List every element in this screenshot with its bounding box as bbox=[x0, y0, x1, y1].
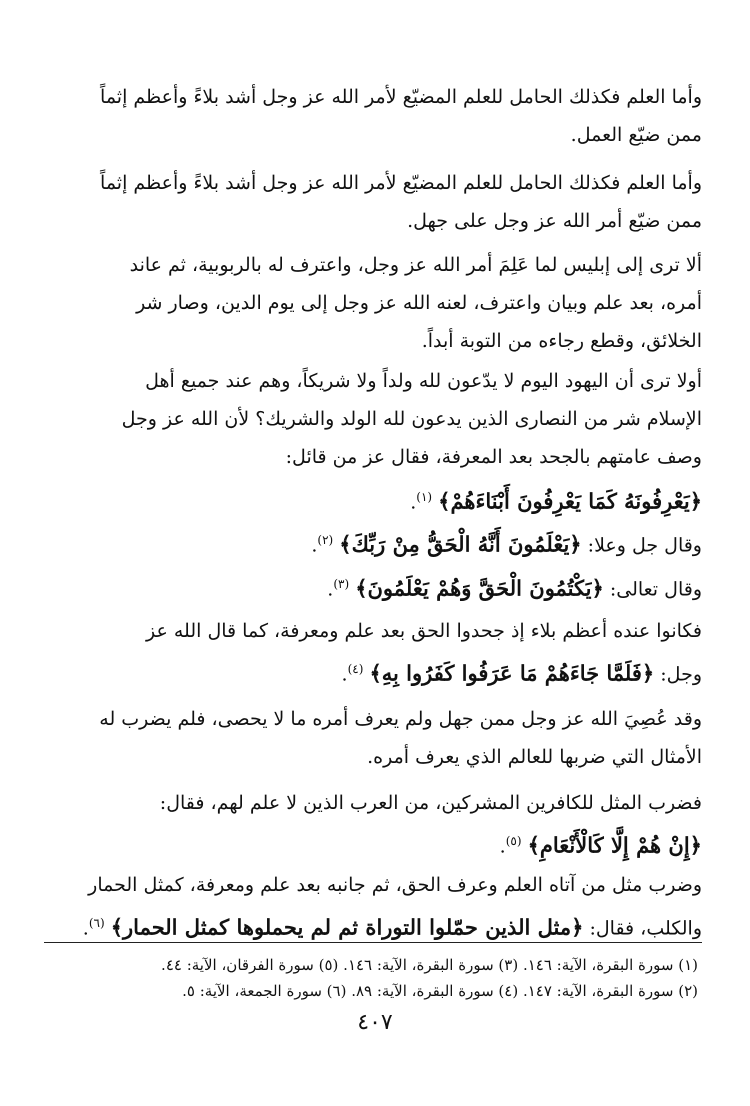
paragraph-5 bbox=[46, 612, 702, 693]
footnote-ref: (١) bbox=[416, 490, 433, 504]
quran-verse: ﴿مثل الذين حمّلوا التوراة ثم لم يحملوها كمثل الحمار﴾ bbox=[110, 914, 584, 940]
quran-verse: ﴿يَعْلَمُونَ أَنَّهُ الْحَقُّ مِنْ رَبِّكَ﴾ bbox=[339, 531, 582, 557]
text-line: وجل: ﴿فَلَمَّا جَاءَهُمْ مَا عَرَفُوا كَفَرُوا بِهِ﴾ $^{(٤)}$. bbox=[341, 660, 702, 686]
footnote-ref: (٥) bbox=[505, 834, 522, 848]
verse-line-2: وقال جل وعلا: ﴿يَعْلَمُونَ أَنَّهُ الْحَقُّ مِنْ رَبِّكَ﴾ $^{(٢)}$. bbox=[311, 531, 702, 557]
text-line: وأما العلم فكذلك الحامل للعلم المضيّع لأمر الله عز وجل أشد بلاءً وأعظم إثماً bbox=[100, 172, 702, 194]
text-line: الخلائق، وقطع رجاءه من التوبة أبداً. bbox=[421, 330, 702, 352]
footnote-row-1: (١) سورة البقرة، الآية: ١٤٦. (٣) سورة البقرة، الآية: ١٤٦. (٥) سورة الفرقان، الآية: ٤٤. bbox=[161, 956, 698, 974]
quran-verse: ﴿إِنْ هُمْ إِلَّا كَالْأَنْعَامِ﴾ bbox=[527, 832, 702, 858]
paragraph-2 bbox=[46, 164, 702, 240]
text-line: فكانوا عنده أعظم بلاء إذ جحدوا الحق بعد علم ومعرفة، كما قال الله عز bbox=[146, 620, 702, 642]
paragraph-6 bbox=[46, 700, 702, 776]
quran-verse: ﴿يَعْرِفُونَهُ كَمَا يَعْرِفُونَ أَبْنَاءَهُمْ﴾ bbox=[438, 488, 702, 514]
paragraph-8 bbox=[46, 866, 702, 947]
footnote-separator bbox=[44, 942, 702, 943]
quran-verse: ﴿فَلَمَّا جَاءَهُمْ مَا عَرَفُوا كَفَرُوا بِهِ﴾ bbox=[369, 660, 655, 686]
page-number: ٤٠٧ bbox=[357, 1010, 393, 1035]
paragraph-1 bbox=[46, 78, 702, 154]
verse-intro: وقال جل وعلا: bbox=[587, 534, 702, 557]
footnote-ref: (٢) bbox=[317, 533, 334, 548]
text-line: فضرب المثل للكافرين المشركين، من العرب الذين لا علم لهم، فقال: bbox=[159, 792, 702, 814]
text-line: ﴿إِنْ هُمْ إِلَّا كَالْأَنْعَامِ﴾ $^{(٥)}$. bbox=[499, 832, 702, 858]
footnote-ref: (٤) bbox=[347, 662, 364, 676]
text-line: وأما العلم فكذلك الحامل للعلم المضيّع لأمر الله عز وجل أشد بلاءً وأعظم إثماً bbox=[100, 86, 702, 108]
text-line: والكلب، فقال: ﴿مثل الذين حمّلوا التوراة ثم لم يحملوها كمثل الحمار﴾ $^{(٦)}$. bbox=[82, 914, 702, 940]
text-line: أمره، بعد علم وبيان واعترف، لعنه الله عز وجل إلى يوم الدين، وصار شر bbox=[136, 292, 702, 314]
verse-block bbox=[46, 478, 702, 608]
text-line: وقد عُصِيَ الله عز وجل ممن جهل ولم يعرف أمره ما لا يحصى، فلم يضرب له bbox=[99, 708, 702, 730]
text-line: ألا ترى إلى إبليس لما عَلِمَ أمر الله عز وجل، واعترف له بالربوبية، ثم عاند bbox=[129, 254, 702, 276]
text-line: الأمثال التي ضربها للعالم الذي يعرف أمره. bbox=[367, 746, 702, 768]
text-line: ممن ضيّع أمر الله عز وجل على جهل. bbox=[407, 210, 702, 232]
verse-intro: وقال تعالى: bbox=[609, 577, 702, 600]
footnote-ref: (٦) bbox=[88, 916, 105, 930]
paragraph-7 bbox=[46, 784, 702, 865]
verse-intro: وجل: bbox=[660, 663, 702, 686]
paragraph-3 bbox=[46, 246, 702, 360]
quran-verse: ﴿يَكْتُمُونَ الْحَقَّ وَهُمْ يَعْلَمُونَ﴾ bbox=[355, 574, 604, 600]
text-line: وضرب مثل من آتاه العلم وعرف الحق، ثم جانبه بعد علم ومعرفة، كمثل الحمار bbox=[88, 874, 702, 896]
text-line: الإسلام شر من النصارى الذين يدعون لله الولد والشريك؟ لأن الله عز وجل bbox=[121, 408, 702, 430]
verse-intro: والكلب، فقال: bbox=[589, 917, 702, 940]
verse-line-1: ﴿يَعْرِفُونَهُ كَمَا يَعْرِفُونَ أَبْنَاءَهُمْ﴾ $^{(١)}$. bbox=[410, 488, 702, 514]
footnotes bbox=[40, 952, 698, 1004]
text-line: وصف عامتهم بالجحد بعد المعرفة، فقال عز من قائل: bbox=[285, 446, 702, 468]
footnote-row-2: (٢) سورة البقرة، الآية: ١٤٧. (٤) سورة البقرة، الآية: ٨٩. (٦) سورة الجمعة، الآية: ٥. bbox=[182, 982, 698, 1000]
text-line: ممن ضيّع العمل. bbox=[570, 124, 702, 146]
footnote-ref: (٣) bbox=[333, 576, 350, 591]
paragraph-4 bbox=[46, 362, 702, 476]
verse-line-3: وقال تعالى: ﴿يَكْتُمُونَ الْحَقَّ وَهُمْ يَعْلَمُونَ﴾ $^{(٣)}$. bbox=[327, 574, 702, 600]
text-line: أولا ترى أن اليهود اليوم لا يدّعون لله ولداً ولا شريكاً، وهم عند جميع أهل bbox=[145, 370, 702, 392]
